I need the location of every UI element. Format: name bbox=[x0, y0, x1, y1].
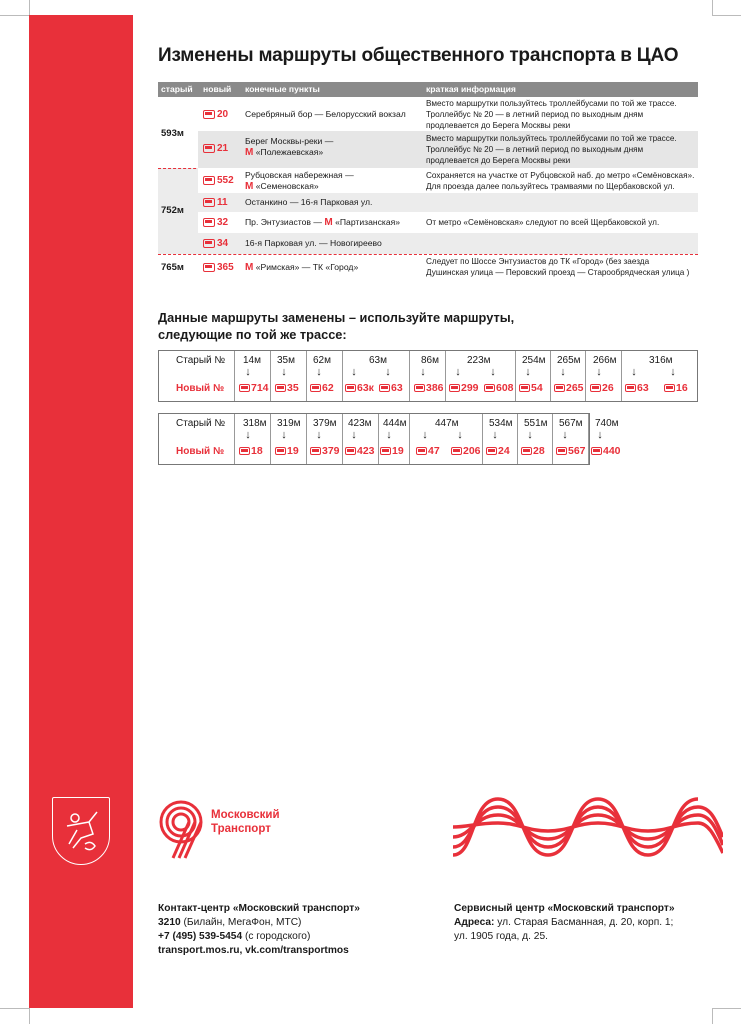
down-arrow-icon: ↓ bbox=[492, 429, 498, 441]
metro-icon: М bbox=[324, 217, 333, 228]
new-route-number: 16 bbox=[664, 382, 688, 394]
new-route-number: 299 bbox=[449, 382, 479, 394]
old-route-number: 319м bbox=[277, 418, 301, 429]
down-arrow-icon: ↓ bbox=[351, 366, 357, 378]
down-arrow-icon: ↓ bbox=[562, 429, 568, 441]
new-route-number: 206 bbox=[451, 445, 481, 457]
down-arrow-icon: ↓ bbox=[631, 366, 637, 378]
column-divider bbox=[621, 351, 622, 401]
old-route-number: 423м bbox=[348, 418, 372, 429]
column-divider bbox=[270, 414, 271, 464]
down-arrow-icon: ↓ bbox=[525, 366, 531, 378]
bus-icon bbox=[486, 447, 497, 455]
down-arrow-icon: ↓ bbox=[670, 366, 676, 378]
bus-icon bbox=[380, 447, 391, 455]
column-divider bbox=[306, 351, 307, 401]
old-route-number: 447м bbox=[435, 418, 459, 429]
old-route-number: 740м bbox=[595, 418, 619, 429]
trolleybus-icon bbox=[203, 144, 215, 153]
crop-mark bbox=[712, 0, 713, 15]
bus-icon bbox=[345, 447, 356, 455]
column-divider bbox=[552, 414, 553, 464]
bus-icon bbox=[275, 384, 286, 392]
route-endpoints: Серебряный бор — Белорусский вокзал bbox=[245, 109, 406, 119]
new-route-number: 20 bbox=[203, 109, 228, 120]
route-endpoints: Берег Москвы-реки — М «Полежаевская» bbox=[245, 136, 334, 158]
new-route-number: 63 bbox=[379, 382, 403, 394]
route-info: Вместо маршрутки пользуйтесь троллейбусами по той же трассе. Троллейбус № 20 — в летний период по выходным дням продлевается до Берега Москвы реки bbox=[426, 99, 677, 130]
moscow-transport-logo-icon bbox=[155, 800, 211, 867]
new-route-number: 62 bbox=[310, 382, 334, 394]
new-route-number: 265 bbox=[554, 382, 584, 394]
page-title: Изменены маршруты общественного транспорта в ЦАО bbox=[158, 45, 679, 66]
down-arrow-icon: ↓ bbox=[385, 366, 391, 378]
replacement-table-1 bbox=[158, 350, 698, 402]
column-divider bbox=[588, 414, 589, 464]
bus-icon bbox=[414, 384, 425, 392]
new-route-number: 18 bbox=[239, 445, 263, 457]
old-label: Старый № bbox=[176, 418, 226, 429]
column-divider bbox=[550, 351, 551, 401]
route-endpoints: Пр. Энтузиастов — М «Партизанская» bbox=[245, 217, 401, 228]
route-group-593 bbox=[158, 97, 698, 168]
route-info: Вместо маршрутки пользуйтесь троллейбусами по той же трассе. Троллейбус № 20 — в летний период по выходным дням продлевается до Берега Москвы реки bbox=[426, 134, 677, 165]
column-divider bbox=[306, 414, 307, 464]
crop-mark bbox=[712, 1008, 713, 1024]
down-arrow-icon: ↓ bbox=[457, 429, 463, 441]
column-divider bbox=[445, 351, 446, 401]
table-row bbox=[198, 168, 698, 193]
route-group-752 bbox=[158, 168, 698, 254]
bus-icon bbox=[275, 447, 286, 455]
bus-icon bbox=[239, 447, 250, 455]
new-route-number: 423 bbox=[345, 445, 375, 457]
down-arrow-icon: ↓ bbox=[245, 366, 251, 378]
replacement-table-2 bbox=[158, 413, 621, 465]
down-arrow-icon: ↓ bbox=[420, 366, 426, 378]
column-divider bbox=[234, 351, 235, 401]
table-row bbox=[198, 193, 698, 212]
bus-icon bbox=[590, 384, 601, 392]
new-route-number: 552 bbox=[203, 175, 234, 186]
down-arrow-icon: ↓ bbox=[281, 366, 287, 378]
old-route-number: 254м bbox=[522, 355, 546, 366]
metro-icon: М bbox=[245, 262, 254, 273]
table-row bbox=[198, 131, 698, 168]
new-route-number: 32 bbox=[203, 217, 228, 228]
old-route-number: 752м bbox=[161, 205, 184, 216]
metro-icon: М bbox=[245, 181, 254, 192]
bus-icon bbox=[203, 176, 215, 185]
column-divider bbox=[378, 414, 379, 464]
header-info: краткая информация bbox=[426, 84, 516, 94]
table-row bbox=[198, 233, 698, 254]
service-center-block: Сервисный центр «Московский транспорт» Адреса: ул. Старая Басманная, д. 20, корп. 1; ул. 1905 года, д. 25. bbox=[454, 903, 675, 942]
table-row bbox=[158, 97, 698, 131]
route-endpoints: 16-я Парковая ул. — Новогиреево bbox=[245, 238, 382, 248]
old-label: Старый № bbox=[176, 355, 226, 366]
bus-icon bbox=[451, 447, 462, 455]
bus-icon bbox=[591, 447, 602, 455]
column-divider bbox=[585, 351, 586, 401]
down-arrow-icon: ↓ bbox=[597, 429, 603, 441]
crop-mark bbox=[712, 15, 741, 16]
new-route-number: 386 bbox=[414, 382, 444, 394]
new-route-number: 63к bbox=[345, 382, 374, 394]
new-route-number: 34 bbox=[203, 238, 228, 249]
new-route-number: 440 bbox=[591, 445, 621, 457]
trolleybus-icon bbox=[203, 218, 215, 227]
column-divider bbox=[234, 414, 235, 464]
old-route-number: 62м bbox=[313, 355, 331, 366]
bus-icon bbox=[239, 384, 250, 392]
new-route-number: 19 bbox=[380, 445, 404, 457]
down-arrow-icon: ↓ bbox=[245, 429, 251, 441]
bus-icon bbox=[345, 384, 356, 392]
bus-icon bbox=[554, 384, 565, 392]
old-route-number: 593м bbox=[161, 128, 184, 139]
down-arrow-icon: ↓ bbox=[490, 366, 496, 378]
new-route-number: 26 bbox=[590, 382, 614, 394]
column-divider bbox=[342, 351, 343, 401]
contact-links[interactable]: transport.mos.ru, vk.com/transportmos bbox=[158, 945, 349, 956]
header-ends: конечные пункты bbox=[245, 84, 320, 94]
new-route-number: 608 bbox=[484, 382, 514, 394]
down-arrow-icon: ↓ bbox=[386, 429, 392, 441]
old-route-number: 63м bbox=[369, 355, 387, 366]
down-arrow-icon: ↓ bbox=[422, 429, 428, 441]
new-route-number: 379 bbox=[310, 445, 340, 457]
section-subtitle: Данные маршруты заменены – используйте маршруты, следующие по той же трассе: bbox=[158, 310, 515, 342]
bus-icon bbox=[379, 384, 390, 392]
new-route-number: 24 bbox=[486, 445, 510, 457]
old-route-number: 316м bbox=[649, 355, 673, 366]
new-route-number: 714 bbox=[239, 382, 269, 394]
old-route-number: 765м bbox=[161, 262, 184, 273]
down-arrow-icon: ↓ bbox=[316, 429, 322, 441]
old-route-number: 567м bbox=[559, 418, 583, 429]
bus-icon bbox=[484, 384, 495, 392]
route-info: Следует по Шоссе Энтузиастов до ТК «Город» (без заезда Душинская улица — Перовский проезд — Старообрядческая улица ) bbox=[426, 257, 690, 277]
crop-mark bbox=[29, 1008, 30, 1024]
old-route-number: 14м bbox=[243, 355, 261, 366]
crop-mark bbox=[29, 0, 30, 15]
down-arrow-icon: ↓ bbox=[316, 366, 322, 378]
contact-center-block: Контакт-центр «Московский транспорт» 3210 (Билайн, МегаФон, МТС) +7 (495) 539-5454 (с городского) transport.mos.ru, vk.com/transportmos bbox=[158, 903, 360, 956]
new-route-number: 365 bbox=[203, 262, 234, 273]
column-divider bbox=[409, 414, 410, 464]
column-divider bbox=[342, 414, 343, 464]
crop-mark bbox=[712, 1008, 741, 1009]
table-row bbox=[198, 212, 698, 233]
routes-table bbox=[158, 82, 698, 279]
bus-icon bbox=[310, 384, 321, 392]
crop-mark bbox=[0, 15, 29, 16]
old-route-number: 444м bbox=[383, 418, 407, 429]
trolleybus-icon bbox=[203, 198, 215, 207]
new-label: Новый № bbox=[176, 383, 225, 394]
new-route-number: 21 bbox=[203, 143, 228, 154]
crop-mark bbox=[0, 1008, 29, 1009]
route-endpoints: М «Римская» — ТК «Город» bbox=[245, 262, 359, 273]
old-route-number: 551м bbox=[524, 418, 548, 429]
down-arrow-icon: ↓ bbox=[351, 429, 357, 441]
down-arrow-icon: ↓ bbox=[560, 366, 566, 378]
new-route-number: 19 bbox=[275, 445, 299, 457]
old-route-number: 534м bbox=[489, 418, 513, 429]
route-endpoints: Рубцовская набережная — М «Семеновская» bbox=[245, 170, 354, 192]
new-label: Новый № bbox=[176, 446, 225, 457]
bus-icon bbox=[664, 384, 675, 392]
route-info: Сохраняется на участке от Рубцовской наб. до метро «Семёновская». Для проезда далее пользуйтесь трамваями по Щербаковской ул. bbox=[426, 171, 695, 191]
header-old: старый bbox=[161, 84, 193, 94]
new-route-number: 11 bbox=[203, 197, 228, 208]
column-divider bbox=[482, 414, 483, 464]
old-route-number: 86м bbox=[421, 355, 439, 366]
down-arrow-icon: ↓ bbox=[596, 366, 602, 378]
old-route-number: 223м bbox=[467, 355, 491, 366]
column-divider bbox=[270, 351, 271, 401]
bus-icon bbox=[416, 447, 427, 455]
bus-icon bbox=[310, 447, 321, 455]
old-route-number: 265м bbox=[557, 355, 581, 366]
new-route-number: 47 bbox=[416, 445, 440, 457]
old-route-number: 318м bbox=[243, 418, 267, 429]
table-row bbox=[158, 254, 698, 279]
route-info: От метро «Семёновская» следуют по всей Щербаковской ул. bbox=[426, 218, 660, 227]
old-route-number: 35м bbox=[277, 355, 295, 366]
bus-icon bbox=[521, 447, 532, 455]
column-divider bbox=[409, 351, 410, 401]
old-route-number: 266м bbox=[593, 355, 617, 366]
logo-text: Московский Транспорт bbox=[211, 809, 280, 835]
column-divider bbox=[515, 351, 516, 401]
bus-icon bbox=[519, 384, 530, 392]
bus-icon bbox=[556, 447, 567, 455]
route-endpoints: Останкино — 16-я Парковая ул. bbox=[245, 197, 373, 207]
trolleybus-icon bbox=[203, 110, 215, 119]
new-route-number: 28 bbox=[521, 445, 545, 457]
moscow-coat-of-arms-icon bbox=[52, 797, 110, 865]
down-arrow-icon: ↓ bbox=[455, 366, 461, 378]
bus-icon bbox=[625, 384, 636, 392]
trolleybus-icon bbox=[203, 239, 215, 248]
wave-pattern-decoration bbox=[453, 797, 723, 864]
column-divider bbox=[517, 414, 518, 464]
table-header bbox=[158, 82, 698, 97]
new-route-number: 567 bbox=[556, 445, 586, 457]
down-arrow-icon: ↓ bbox=[281, 429, 287, 441]
route-group-765 bbox=[158, 254, 698, 279]
old-route-number: 379м bbox=[313, 418, 337, 429]
metro-icon: М bbox=[245, 147, 254, 158]
new-route-number: 35 bbox=[275, 382, 299, 394]
new-route-number: 54 bbox=[519, 382, 543, 394]
new-route-number: 63 bbox=[625, 382, 649, 394]
header-new: новый bbox=[203, 84, 232, 94]
down-arrow-icon: ↓ bbox=[527, 429, 533, 441]
bus-icon bbox=[449, 384, 460, 392]
bus-icon bbox=[203, 263, 215, 272]
